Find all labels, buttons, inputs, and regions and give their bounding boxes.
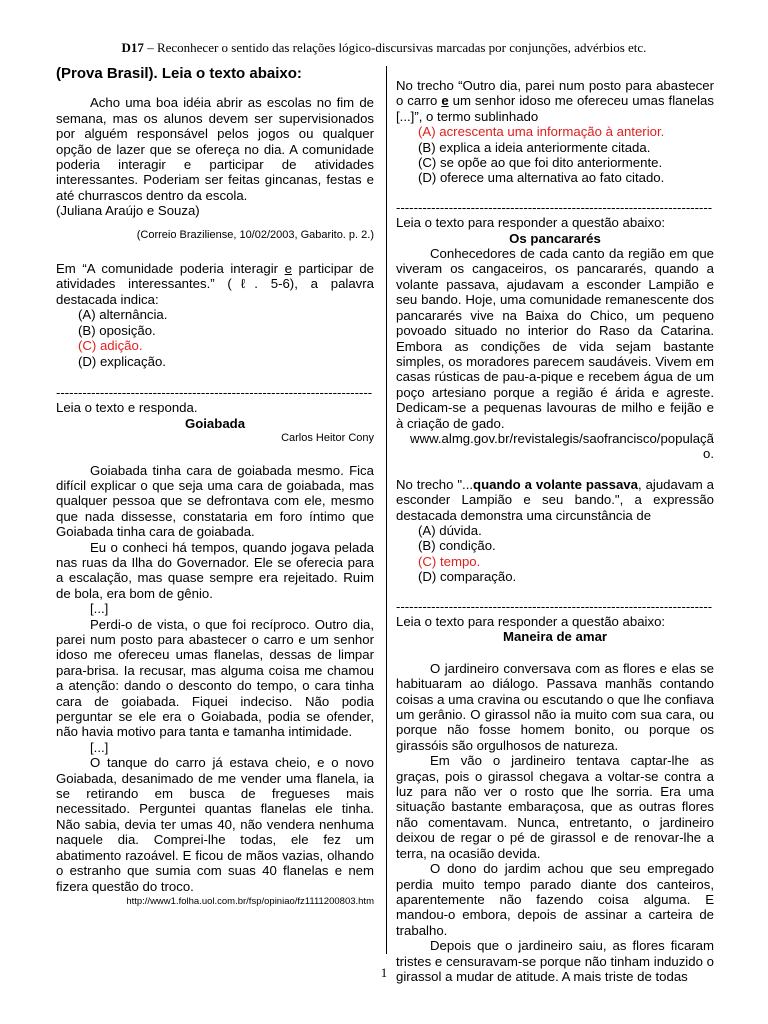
q3-intro: Leia o texto para responder a questão abaixo: — [396, 215, 666, 231]
q1-option-a: (A) alternância. — [78, 307, 168, 323]
q3-option-a: (A) dúvida. — [418, 522, 482, 538]
q4-paragraph-3: O dono do jardim achou que seu empregado perdia muito tempo parado diante dos canteiros, aparentemente não fazendo coisa alguma. E mandou-o embora, depois de assinar a carteira de trabalho. — [396, 861, 714, 938]
page-header — [0, 40, 768, 56]
q1-source: (Correio Braziliense, 10/02/2003, Gabarito. p. 2.) — [136, 228, 374, 241]
separator: ------------------------------------------------------------------------ — [396, 199, 713, 215]
q2-paragraph-2: Eu o conheci há tempos, quando jogava pelada nas ruas da Ilha do Governador. Ele se oferecia para a escalação, mas quase sempre era rejeitado. Ruim de bola, era bom de gênio. — [56, 539, 374, 601]
q2-ellipsis-1: [...] — [90, 601, 109, 617]
q3-title: Os pancararés — [509, 230, 601, 246]
q4-intro: Leia o texto para responder a questão abaixo: — [396, 614, 666, 629]
q1-text: Acho uma boa idéia abrir as escolas no fim de semana, mas os alunos devem ser supervisionados por alguém responsável pelos jogos ou qualquer opção de lazer que se ofereça no dia. A comunidade poderia interagir e participar de atividades interessantes. Poderiam ser feitas gincanas, festas e até churrascos dentro da escola. — [56, 95, 374, 203]
q3-stem: No trecho "...quando a volante passava, ajudavam a esconder Lampião e seu bando.", a expressão destacada demonstra uma circunstância de — [396, 476, 715, 523]
q2-option-b: (B) explica a ideia anteriormente citada. — [418, 139, 651, 155]
q2-stem-highlight: e — [441, 93, 449, 109]
q2-paragraph-4: O tanque do carro já estava cheio, e o novo Goiabada, desanimado de me vender uma flanela, ia se retirando em busca de fregueses mais necessitado. Perguntei quantas flanelas ele tinha. Não sabia, devia ter umas 40, não vendera nenhuma naquele dia. Comprei-lhe todas, ele fez um abatimento razoável. E ficou de mãos vazias, olhando o estranho que sumia com suas 40 flanelas e nem fizera questão do troco. — [56, 755, 374, 894]
q2-intro: Leia o texto e responda. — [56, 400, 198, 416]
q2-option-c: (C) se opõe ao que foi dito anteriormente. — [418, 155, 663, 171]
q3-option-d: (D) comparação. — [418, 569, 517, 585]
q2-stem: No trecho “Outro dia, parei num posto para abastecer o carro e um senhor idoso me ofereceu umas flanelas [...]”, o termo sublinhado — [396, 78, 714, 124]
q1-option-d: (D) explicação. — [78, 353, 166, 369]
q2-option-a-correct: (A) acrescenta uma informação à anterior. — [418, 124, 665, 140]
q1-stem-highlight: e — [284, 261, 292, 277]
descriptor-code: D17 — [121, 40, 144, 55]
q3-url: www.almg.gov.br/revistalegis/saofrancisco/populaçã o. — [410, 430, 714, 462]
q4-paragraph-4: Depois que o jardineiro saiu, as flores ficaram tristes e censuravam-se porque não tinham induzido o girassol a mudar de atitude. A mais triste de todas — [396, 938, 714, 984]
q3-option-c-correct: (C) tempo. — [418, 553, 481, 569]
q1-title: (Prova Brasil). Leia o texto abaixo: — [56, 65, 302, 82]
q3-option-b: (B) condição. — [418, 538, 496, 554]
q2-paragraph-1: Goiabada tinha cara de goiabada mesmo. Fica difícil explicar o que seja uma cara de goiabada, mas qualquer pessoa que se defrontava com ele, mesmo que nada dissesse, constataria em foro íntimo que Goiabada tinha cara de goiabada. — [56, 462, 374, 540]
q2-url: http://www1.folha.uol.com.br/fsp/opiniao/fz1111200803.htm — [126, 895, 374, 907]
q2-paragraph-3: Perdi-o de vista, o que foi recíproco. Outro dia, parei num posto para abastecer o carro e um senhor idoso me ofereceu umas flanelas, dessas de limpar para-brisa. Ia recusar, mas alguma coisa me chamou a atenção: dando o desconto do tempo, o cara tinha cara de goiabada. Fiquei indeciso. Não podia perguntar se ele era o Goiabada, podia se ofender, não havia motivo para tanta e tamanha intimidade. — [56, 616, 374, 740]
q4-title: Maneira de amar — [502, 629, 608, 645]
q4-paragraph-2: Em vão o jardineiro tentava captar-lhe as graças, pois o girassol chegava a voltar-se contra a luz para não ver o rosto que lhe sorria. Era uma situação bastante embaraçosa, que as outras flores não comentavam. Nunca, entretanto, o jardineiro deixou de regar o pé de girassol e de renovar-lhe a terra, na ocasião devida. — [396, 753, 714, 861]
q2-ellipsis-2: [...] — [90, 739, 109, 755]
q2-option-d: (D) oferece uma alternativa ao fato citado. — [418, 170, 665, 186]
q3-stem-highlight: quando a volante passava — [473, 476, 638, 492]
right-column — [396, 78, 714, 984]
q2-title: Goiabada — [184, 415, 246, 431]
descriptor-text: – Reconhecer o sentido das relações lógico-discursivas marcadas por conjunções, advérbios etc. — [143, 40, 647, 55]
q1-stem: Em “A comunidade poderia interagir e participar de atividades interessantes.” (ℓ. 5-6), a palavra destacada indica: — [56, 261, 375, 307]
separator: ------------------------------------------------------------------------ — [56, 384, 373, 400]
page-number: 1 — [380, 965, 388, 980]
q3-text: Conhecedores de cada canto da região em que viveram os cangaceiros, os pancararés, quando a volante passava, ajudavam a esconder Lampião e seu bando. Hoje, uma comunidade remanescente dos pancararés vive na Baixa do Chico, um pequeno povoado situado no interior do Raso da Catarina. Embora as condições de vida sejam bastante simples, os moradores parecem saudáveis. Vivem em casas rústicas de pau-a-pique e recebem água de um poço artesiano porque a região é árida e agreste. Dedicam-se a pequenas lavouras de milho e feijão e à criação de gado. — [396, 246, 714, 431]
q1-option-c-correct: (C) adição. — [78, 338, 143, 354]
separator: ------------------------------------------------------------------------ — [396, 598, 713, 614]
q1-author: (Juliana Araújo e Souza) — [56, 203, 200, 219]
column-divider — [386, 66, 387, 954]
left-column — [56, 66, 374, 909]
q2-author: Carlos Heitor Cony — [281, 432, 374, 445]
q4-paragraph-1: O jardineiro conversava com as flores e elas se habituaram ao diálogo. Passava manhãs contando coisas a uma cravina ou escutando o que lhe confiava um gerânio. O girassol não ia muito com sua cara, ou porque não fosse homem bonito, ou porque os girassóis são orgulhosos de natureza. — [396, 660, 714, 753]
q1-option-b: (B) oposição. — [78, 322, 156, 338]
